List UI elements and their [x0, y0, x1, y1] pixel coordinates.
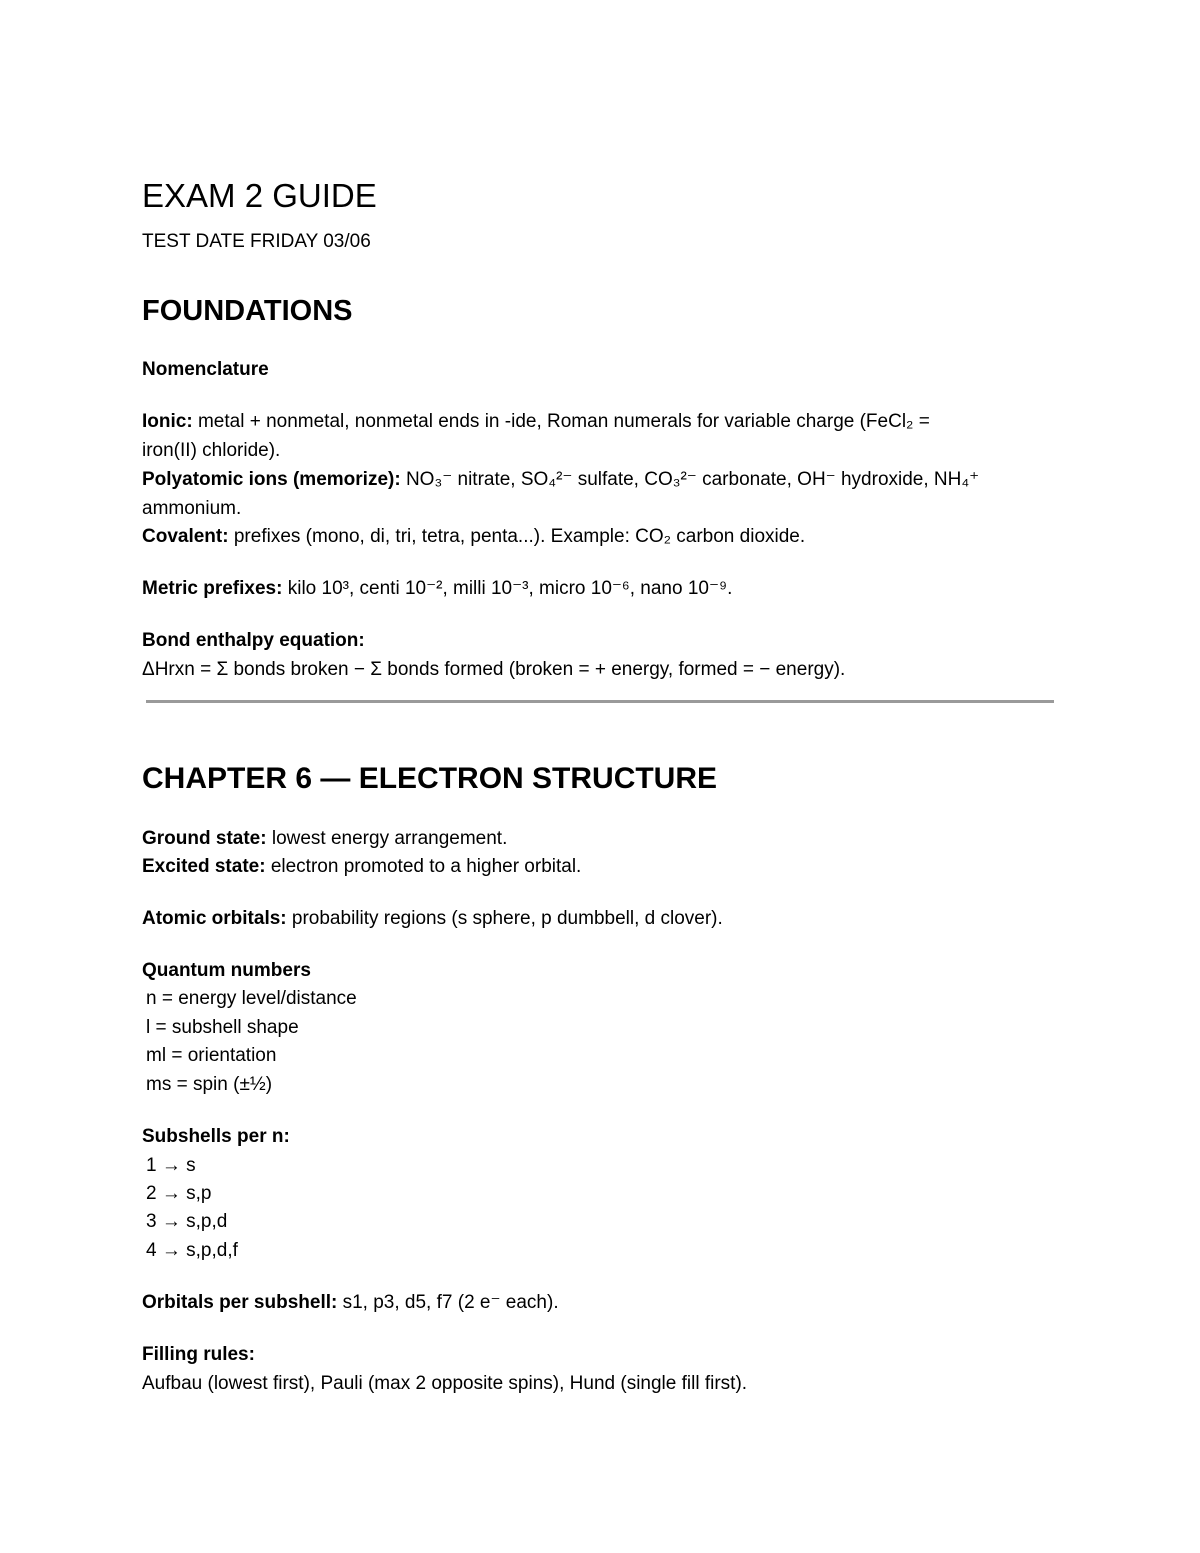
excited-state-label: Excited state:: [142, 856, 266, 877]
bond-equation: ΔHrxn = Σ bonds broken − Σ bonds formed (broken = + energy, formed = − energy).: [142, 659, 846, 680]
ionic-text: metal + nonmetal, nonmetal ends in -ide, Roman numerals for variable charge (FeCl₂ =: [192, 411, 930, 432]
quantum-item: ml = orientation: [146, 1045, 277, 1066]
bond-label: Bond enthalpy equation:: [142, 630, 365, 651]
polyatomic-text: NO₃⁻ nitrate, SO₄²⁻ sulfate, CO₃²⁻ carbonate, OH⁻ hydroxide, NH₄⁺: [400, 469, 980, 490]
orbitals-per-subshell-line: [142, 1291, 559, 1315]
subshells-heading: Subshells per n:: [142, 1126, 290, 1147]
ground-state-text: lowest energy arrangement.: [266, 828, 508, 849]
quantum-item: n = energy level/distance: [146, 988, 357, 1009]
polyatomic-cont: ammonium.: [142, 498, 242, 519]
polyatomic-label: Polyatomic ions (memorize):: [142, 469, 401, 490]
quantum-item: ms = spin (±½): [146, 1074, 273, 1095]
chapter6-heading: CHAPTER 6 — ELECTRON STRUCTURE: [142, 762, 718, 795]
metric-text: kilo 10³, centi 10⁻², milli 10⁻³, micro 10⁻⁶, nano 10⁻⁹.: [282, 578, 733, 599]
atomic-orbitals-label: Atomic orbitals:: [142, 908, 287, 929]
polyatomic-line: [142, 468, 979, 492]
subshell-item: 4 → s,p,d,f: [146, 1240, 238, 1261]
orbitals-per-subshell-text: s1, p3, d5, f7 (2 e⁻ each).: [337, 1292, 559, 1313]
atomic-orbitals-line: [142, 907, 723, 931]
metric-line: [142, 577, 732, 601]
document-title: EXAM 2 GUIDE: [142, 177, 377, 214]
nomenclature-heading: Nomenclature: [142, 359, 269, 380]
filling-rules-heading: Filling rules:: [142, 1344, 255, 1365]
excited-state-line: [142, 855, 581, 879]
ionic-line: [142, 410, 930, 434]
covalent-text: prefixes (mono, di, tri, tetra, penta...). Example: CO₂ carbon dioxide.: [228, 526, 806, 547]
test-date: TEST DATE FRIDAY 03/06: [142, 231, 371, 252]
orbitals-per-subshell-label: Orbitals per subshell:: [142, 1292, 338, 1313]
quantum-heading: Quantum numbers: [142, 960, 311, 981]
subshell-item: 2 → s,p: [146, 1183, 212, 1204]
foundations-heading: FOUNDATIONS: [142, 295, 353, 327]
quantum-item: l = subshell shape: [146, 1017, 299, 1038]
covalent-label: Covalent:: [142, 526, 229, 547]
ionic-cont: iron(II) chloride).: [142, 440, 281, 461]
ionic-label: Ionic:: [142, 411, 193, 432]
atomic-orbitals-text: probability regions (s sphere, p dumbbell, d clover).: [286, 908, 723, 929]
filling-rules-text: Aufbau (lowest first), Pauli (max 2 opposite spins), Hund (single fill first).: [142, 1373, 748, 1394]
excited-state-text: electron promoted to a higher orbital.: [265, 856, 582, 877]
ground-state-label: Ground state:: [142, 828, 267, 849]
covalent-line: [142, 525, 805, 549]
subshell-item: 1 → s: [146, 1155, 196, 1176]
metric-label: Metric prefixes:: [142, 578, 283, 599]
ground-state-line: [142, 827, 507, 851]
subshell-item: 3 → s,p,d: [146, 1211, 228, 1232]
section-divider: [146, 700, 1054, 703]
